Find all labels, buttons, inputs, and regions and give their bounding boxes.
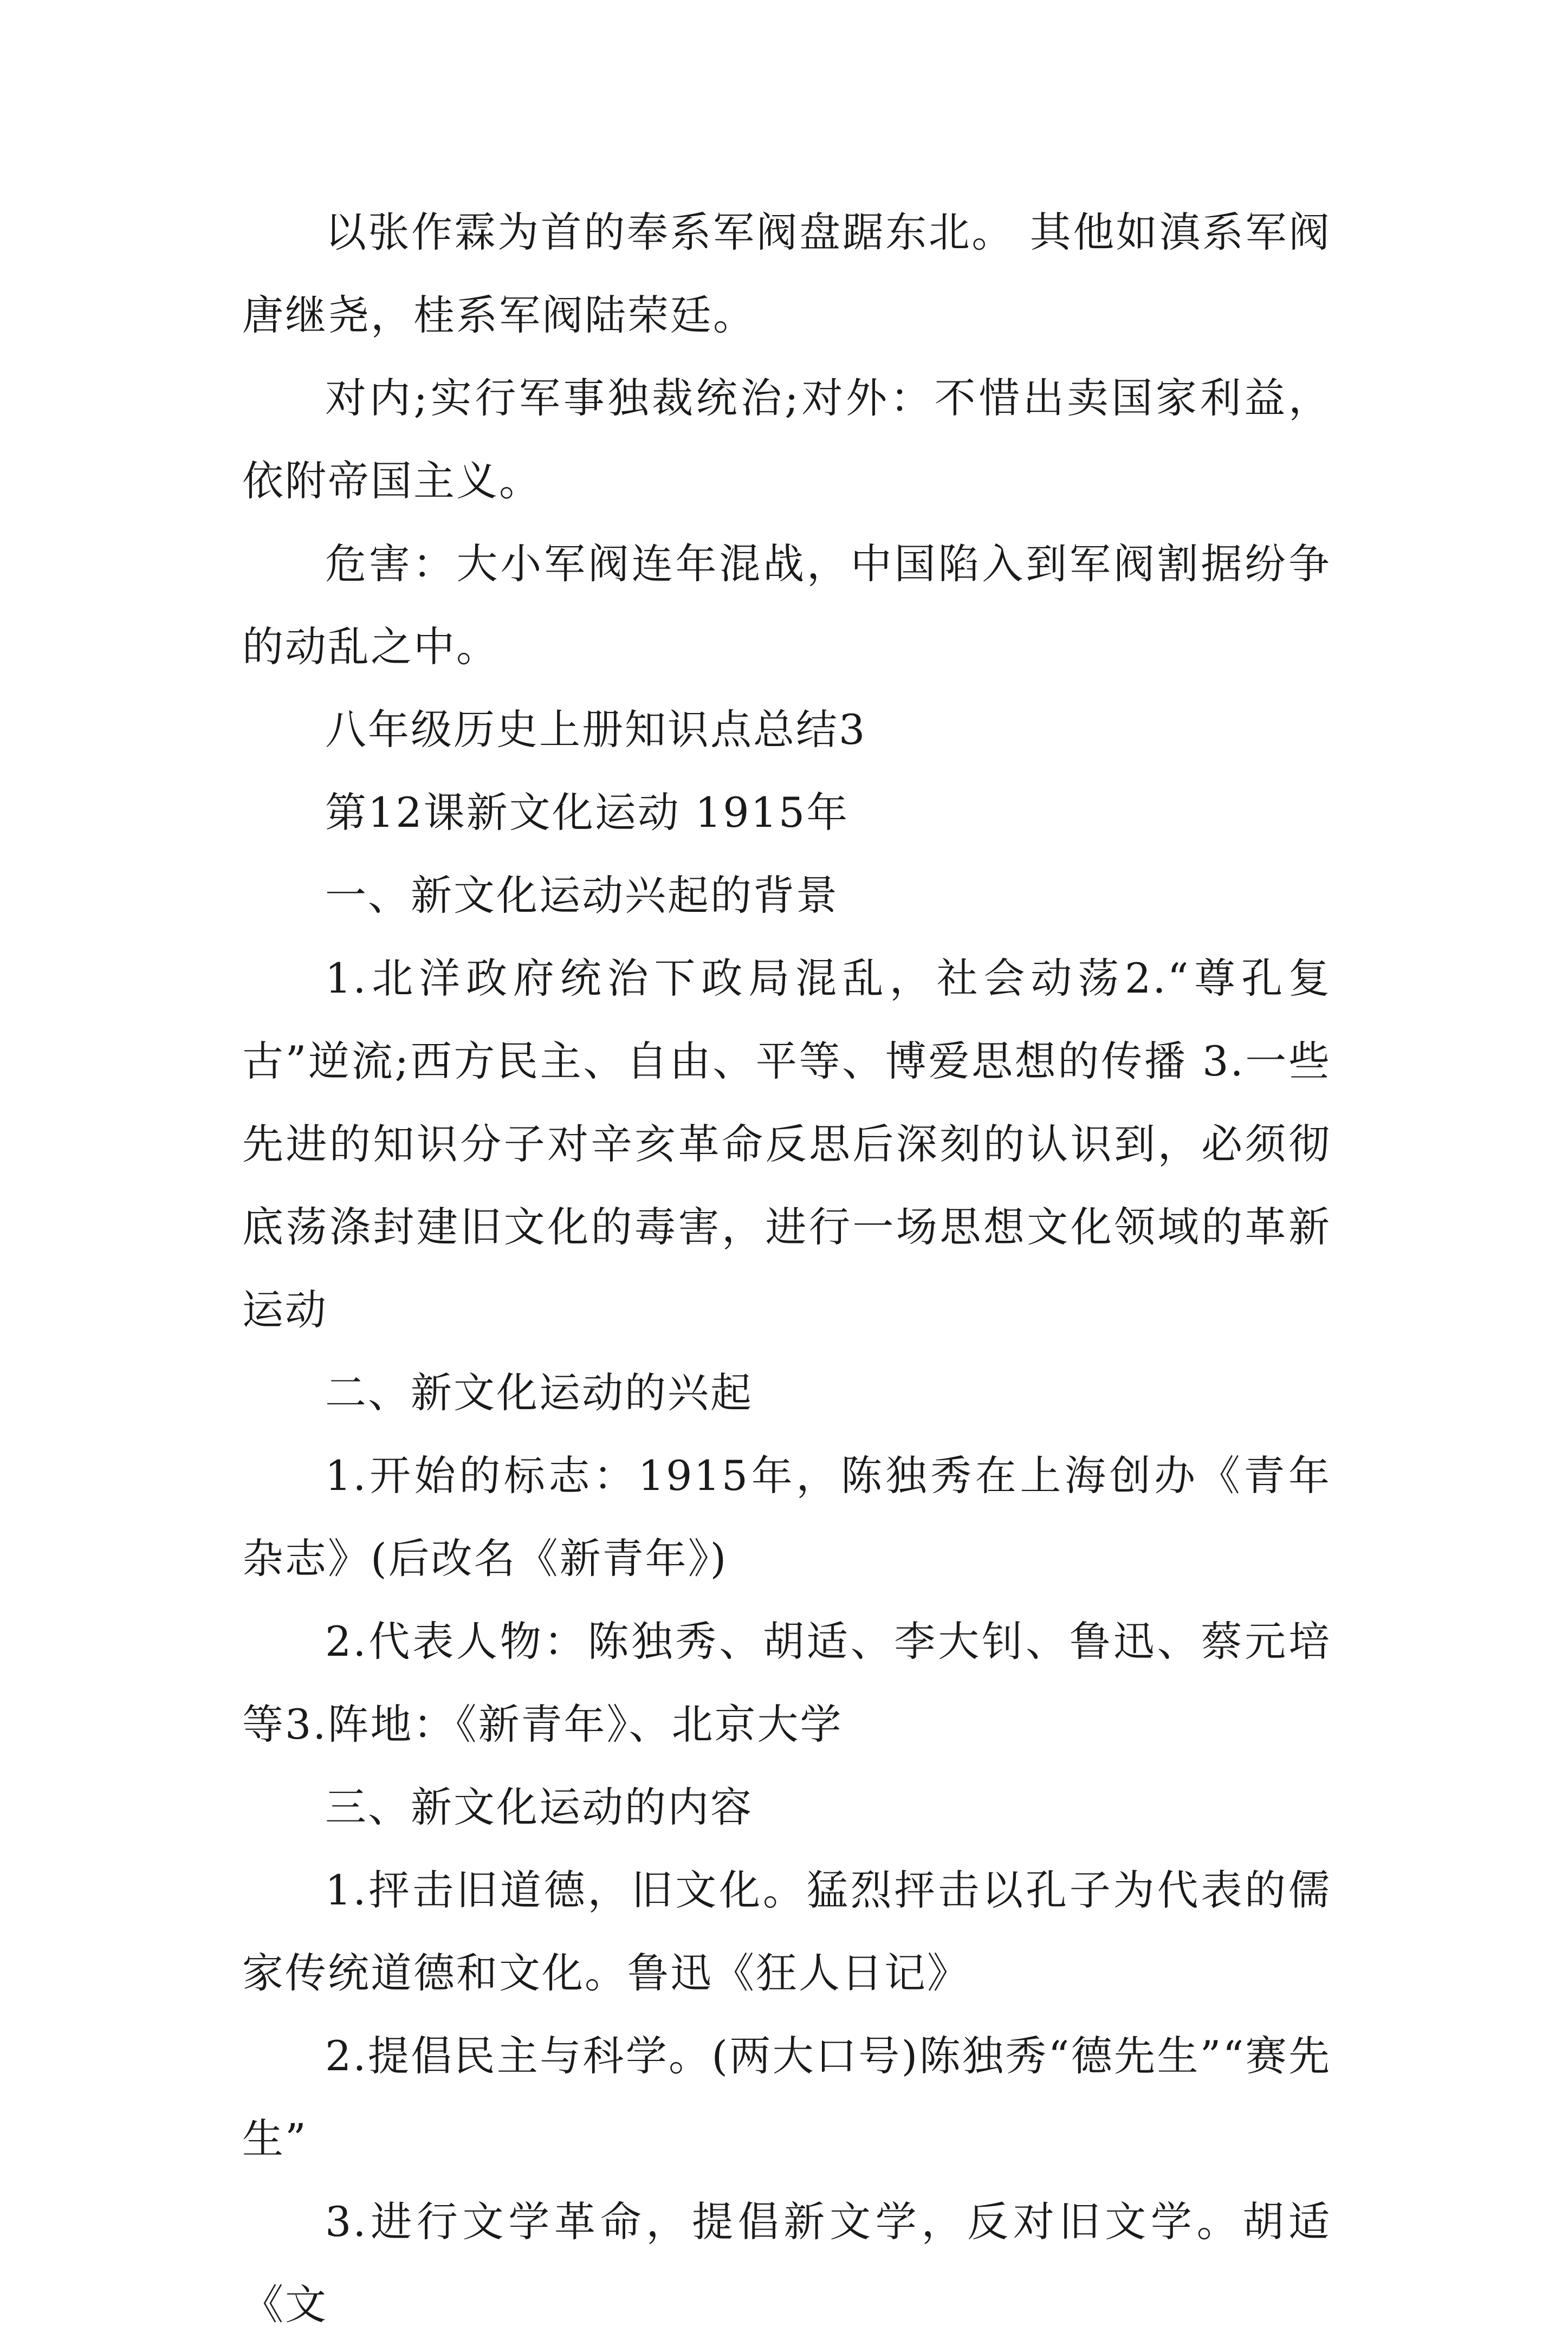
paragraph-content-1: 1.抨击旧道德，旧文化。猛烈抨击以孔子为代表的儒家传统道德和文化。鲁迅《狂人日记》 xyxy=(242,1866,1331,1997)
paragraph-warlord-fengtian: 以张作霖为首的奉系军阀盘踞东北。 其他如滇系军阀唐继尧，桂系军阀陆荣廷。 xyxy=(242,208,1331,339)
heading-rise: 二、新文化运动的兴起 xyxy=(325,1369,753,1417)
paragraph-domestic-foreign-policy: 对内;实行军事独裁统治;对外：不惜出卖国家利益，依附帝国主义。 xyxy=(242,374,1331,505)
paragraph-representatives: 2.代表人物：陈独秀、胡适、李大钊、鲁迅、蔡元培等3.阵地：《新青年》、北京大学 xyxy=(242,1617,1331,1748)
document-body xyxy=(242,191,1331,2346)
paragraph-harm: 危害：大小军阀连年混战，中国陷入到军阀割据纷争的动乱之中。 xyxy=(242,540,1331,671)
paragraph-content-3: 3.进行文学革命，提倡新文学，反对旧文学。胡适《文 xyxy=(242,2198,1331,2329)
heading-content: 三、新文化运动的内容 xyxy=(325,1783,753,1831)
section-title: 八年级历史上册知识点总结3 xyxy=(325,705,867,754)
paragraph-content-2: 2.提倡民主与科学。(两大口号)陈独秀“德先生”“赛先生” xyxy=(242,2032,1331,2163)
lesson-title: 第12课新文化运动 1915年 xyxy=(325,788,850,837)
paragraph-background-points: 1.北洋政府统治下政局混乱，社会动荡2.“尊孔复古”逆流;西方民主、自由、平等、博爱思想的传播 3.一些先进的知识分子对辛亥革命反思后深刻的认识到，必须彻底荡涤封建旧文化的毒害，进行一场思想文化领域的革新运动 xyxy=(242,954,1331,1334)
heading-background: 一、新文化运动兴起的背景 xyxy=(325,871,839,919)
paragraph-start-sign: 1.开始的标志：1915年，陈独秀在上海创办《青年杂志》(后改名《新青年》) xyxy=(242,1451,1331,1583)
